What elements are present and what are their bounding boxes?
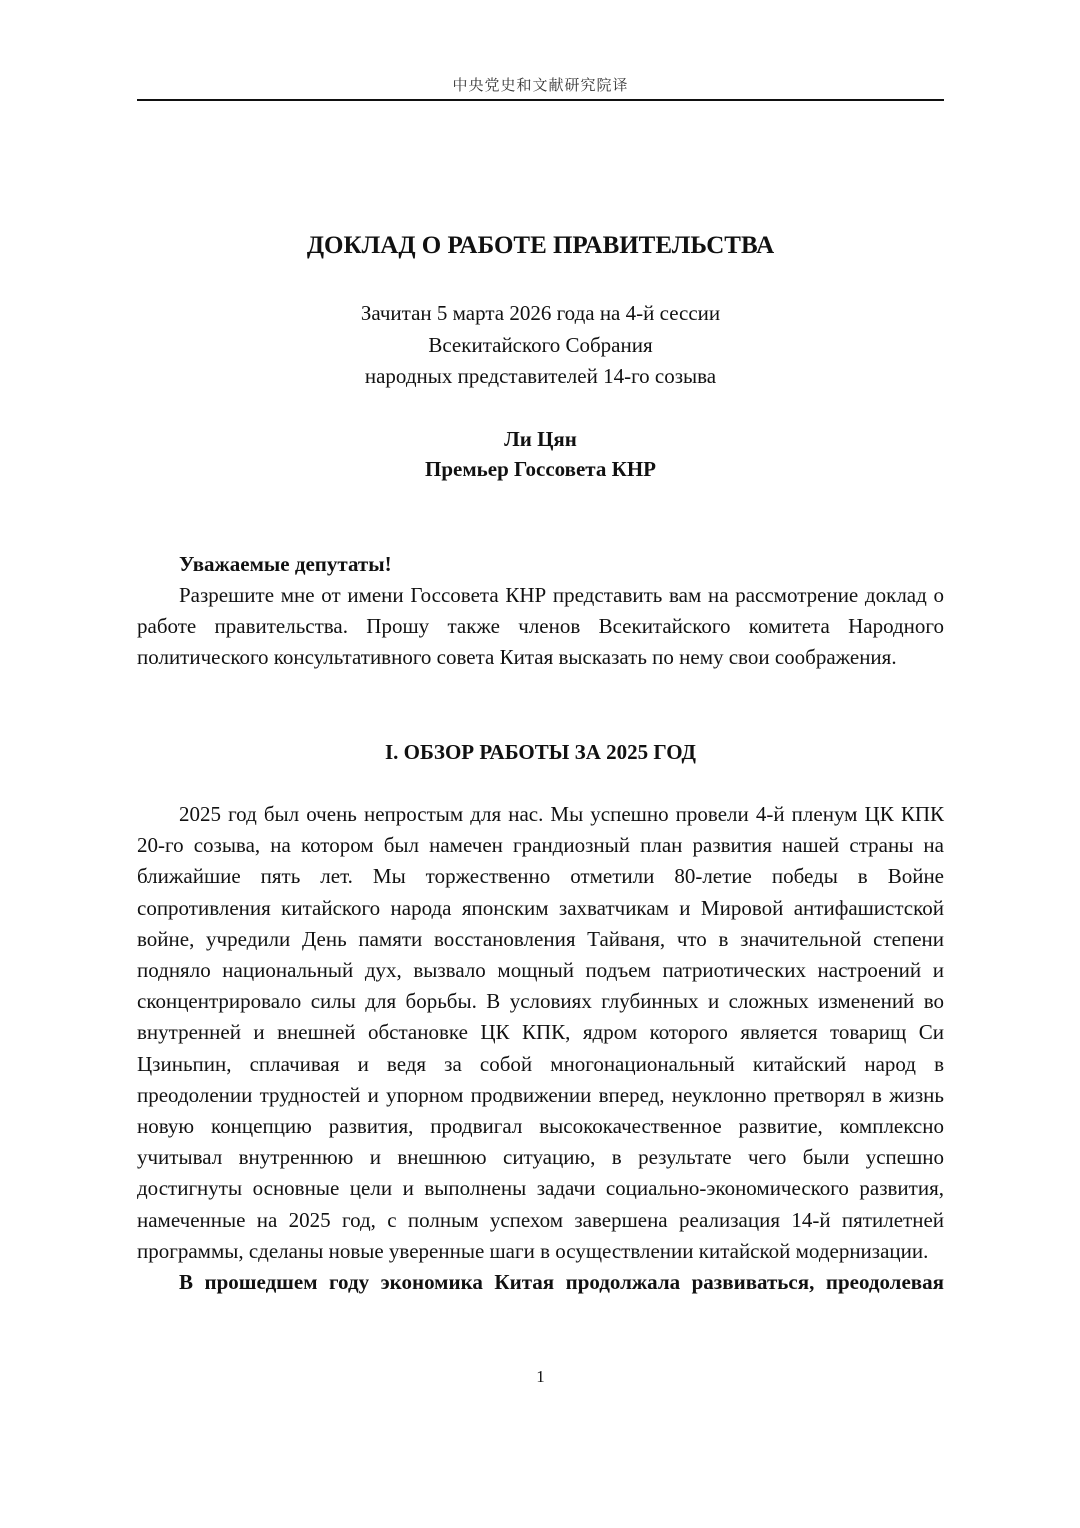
section-body [137, 799, 944, 1298]
intro-paragraph: Разрешите мне от имени Госсовета КНР представить вам на рассмотрение доклад о работе правительства. Прошу также членов Всекитайского комитета Народного политического консультативного совета Китая высказать по нему свои соображения. [137, 583, 944, 669]
intro-block [137, 549, 944, 673]
document-title: ДОКЛАД О РАБОТЕ ПРАВИТЕЛЬСТВА [306, 232, 775, 259]
subtitle-line: народных представителей 14-го созыва [364, 364, 717, 388]
author-block [137, 424, 944, 484]
running-header: 中央党史和文献研究院译 [452, 78, 629, 94]
document-subtitle [137, 298, 944, 393]
section-heading: I. ОБЗОР РАБОТЫ ЗА 2025 ГОД [385, 740, 696, 764]
greeting: Уважаемые депутаты! [179, 552, 392, 576]
author-name: Ли Цян [504, 427, 577, 451]
author-title: Премьер Госсовета КНР [425, 457, 656, 481]
subtitle-line: Всекитайского Собрания [428, 332, 653, 357]
section-paragraph: 2025 год был очень непростым для нас. Мы успешно провели 4-й пленум ЦК КПК 20-го созыва, на котором был намечен грандиозный план развития нашей страны на ближайшие пять лет. Мы торжественно отметили 80-летие победы в Войне сопротивления китайского народа японским захватчикам и Мировой антифашистской войне, учредили День памяти восстановления Тайваня, что в значительной степени подняло национальный дух, вызвало мощный подъем патриотических настроений и сконцентрировало силы для борьбы. В условиях глубинных и сложных изменений во внутренней и внешней обстановке ЦК КПК, ядром которого является товарищ Си Цзиньпин, сплачивая и ведя за собой многонациональный китайский народ в преодолении трудностей и упорном продвижении вперед, неуклонно претворял в жизнь новую концепцию развития, продвигал высококачественное развитие, комплексно учитывал внутреннюю и внешнюю ситуацию, в результате чего были успешно достигнуты основные цели и выполнены задачи социально-экономического развития, намеченные на 2025 год, с полным успехом завершена реализация 14-й пятилетней программы, сделаны новые уверенные шаги в осуществлении китайской модернизации. [137, 802, 944, 1263]
page-number: 1 [536, 1367, 545, 1386]
subtitle-line: Зачитан 5 марта 2026 года на 4-й сессии [360, 301, 721, 325]
section-paragraph-bold-lead: В прошедшем году экономика Китая продолжала развиваться, преодолевая [179, 1270, 944, 1295]
header-rule [137, 99, 944, 101]
